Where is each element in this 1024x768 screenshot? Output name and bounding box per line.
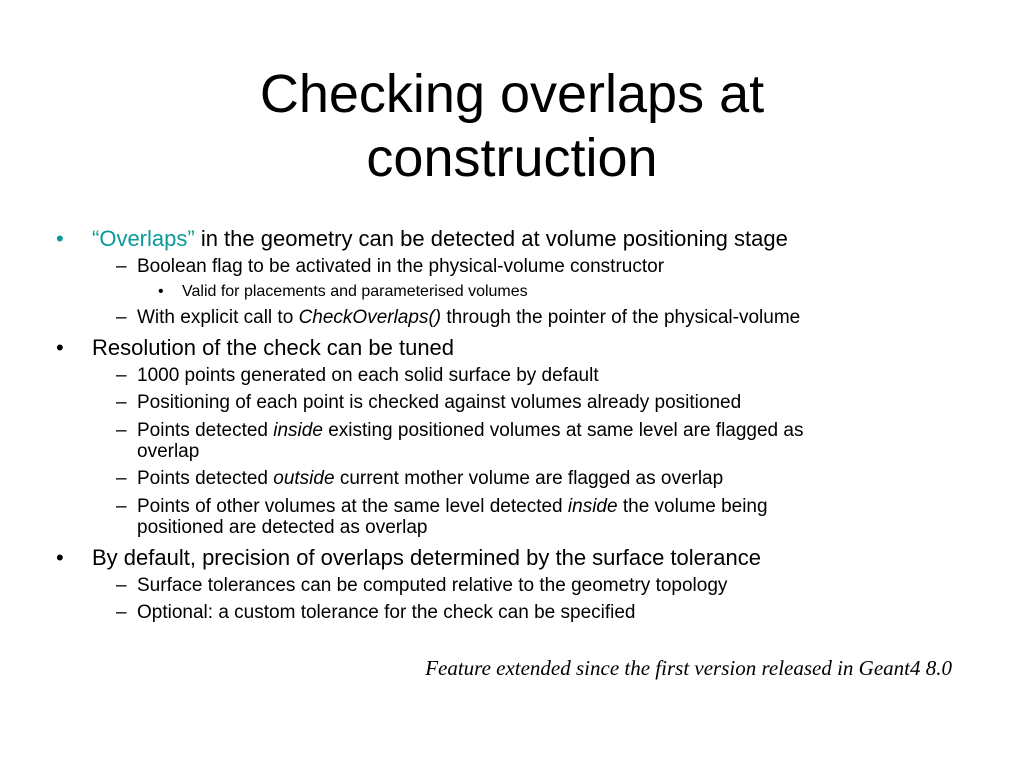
bullet-marker: • xyxy=(56,335,64,360)
dash-marker: – xyxy=(116,307,127,328)
sub-bullet-surface-tolerances: Surface tolerances can be computed relative to the geometry topology xyxy=(137,575,728,596)
bullet-resolution: Resolution of the check can be tuned xyxy=(92,335,455,360)
dash-marker: – xyxy=(116,496,127,517)
overlaps-highlight: “Overlaps” xyxy=(92,226,195,251)
dash-marker: – xyxy=(116,256,127,277)
slide-title-line-2: construction xyxy=(366,128,658,188)
sub-sub-bullet-valid-for: Valid for placements and parameterised volumes xyxy=(182,283,528,300)
dash-marker: – xyxy=(116,468,127,489)
bullet-default-precision: By default, precision of overlaps determined by the surface tolerance xyxy=(92,545,761,570)
text-segment: With explicit call to xyxy=(137,307,294,328)
text-segment: Points detected xyxy=(137,468,268,489)
sub-bullet-1000-points: 1000 points generated on each solid surface by default xyxy=(137,365,599,386)
bullet-marker: • xyxy=(158,283,164,300)
bullet-marker: • xyxy=(56,545,64,570)
dash-marker: – xyxy=(116,602,127,623)
sub-bullet-positioning: Positioning of each point is checked against volumes already positioned xyxy=(137,392,742,413)
sub-bullet-other-volumes-continued: positioned are detected as overlap xyxy=(137,517,428,538)
text-segment: the volume being xyxy=(622,496,768,517)
dash-marker: – xyxy=(116,365,127,386)
italic-inside: inside xyxy=(567,496,618,517)
italic-outside: outside xyxy=(273,468,335,489)
text-segment: through the pointer of the physical-volume xyxy=(446,307,801,328)
sub-bullet-boolean-flag: Boolean flag to be activated in the physical-volume constructor xyxy=(137,256,665,277)
dash-marker: – xyxy=(116,392,127,413)
text-segment: Points detected xyxy=(137,420,268,441)
text-segment: Points of other volumes at the same level detected xyxy=(137,496,563,517)
sub-bullet-custom-tolerance: Optional: a custom tolerance for the check can be specified xyxy=(137,602,636,623)
bullet-text: in the geometry can be detected at volume positioning stage xyxy=(200,226,788,251)
sub-bullet-points-outside xyxy=(137,468,723,490)
checkoverlaps-method: CheckOverlaps() xyxy=(298,307,442,328)
slide-title-line-1: Checking overlaps at xyxy=(259,64,765,124)
bullet-marker: • xyxy=(56,226,64,251)
italic-inside: inside xyxy=(273,420,323,441)
sub-bullet-points-inside-continued: overlap xyxy=(137,441,200,462)
dash-marker: – xyxy=(116,575,127,596)
sub-bullet-explicit-call xyxy=(137,307,800,329)
footnote: Feature extended since the first version released in Geant4 8.0 xyxy=(425,656,952,680)
text-segment: current mother volume are flagged as overlap xyxy=(339,468,724,489)
bullet-overlaps-detection xyxy=(92,226,788,252)
sub-bullet-points-inside xyxy=(137,420,803,442)
text-segment: existing positioned volumes at same level are flagged as xyxy=(328,420,804,441)
sub-bullet-other-volumes xyxy=(137,496,768,518)
dash-marker: – xyxy=(116,420,127,441)
